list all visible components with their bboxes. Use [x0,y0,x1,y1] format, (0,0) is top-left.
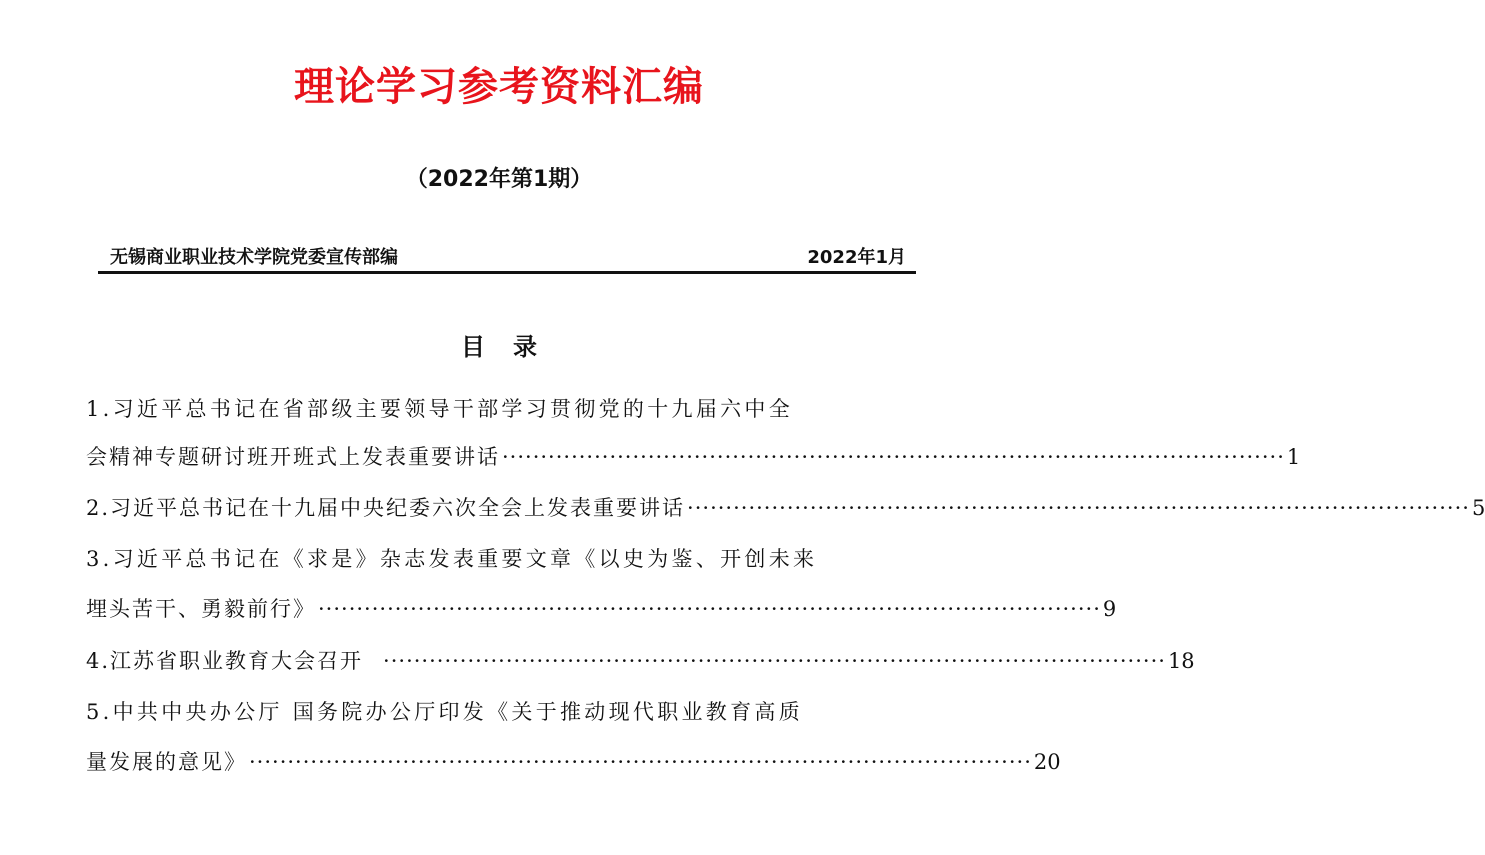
toc-item-title: 会精神专题研讨班开班式上发表重要讲话 [86,445,500,469]
toc-page-number: 18 [1167,649,1195,673]
issue-number: （2022年第1期） [405,167,593,192]
toc-leader: ······································································································ [249,750,1032,774]
toc-item-1-line1[interactable] [86,391,902,427]
toc-item-5-line1[interactable] [86,694,902,730]
toc-page-number: 9 [1102,597,1117,621]
publisher: 无锡商业职业技术学院党委宣传部编 [110,247,398,268]
toc-item-title: 2.习近平总书记在十九届中央纪委六次全会上发表重要讲话 [86,496,686,520]
toc-page-number: 1 [1286,445,1301,469]
toc-item-title: 1.习近平总书记在省部级主要领导干部学习贯彻党的十九届六中全 [86,397,794,421]
toc-heading-part1: 目 [461,333,485,361]
toc-item-title: 4.江苏省职业教育大会召开 [86,649,364,673]
toc-item-1-line2[interactable] [86,439,1301,475]
toc-leader: ······································································································ [687,496,1470,520]
toc-item-title: 埋头苦干、勇毅前行》 [86,597,316,621]
header-rule [98,271,916,274]
toc-leader: ······································································································ [383,649,1166,673]
toc-page-number: 5 [1471,496,1485,520]
toc-item-2[interactable] [86,490,1485,526]
toc-item-5-line2[interactable] [86,744,1061,780]
toc-item-title: 量发展的意见》 [86,750,247,774]
toc-item-title: 3.习近平总书记在《求是》杂志发表重要文章《以史为鉴、开创未来 [86,547,818,571]
toc-item-3-line2[interactable] [86,591,1117,627]
toc-item-title: 5.中共中央办公厅 国务院办公厅印发《关于推动现代职业教育高质 [86,700,804,724]
toc-item-4[interactable] [86,643,1195,679]
toc-heading-part2: 录 [513,333,537,361]
toc-item-3-line1[interactable] [86,541,902,577]
publication-date: 2022年1月 [807,247,906,268]
toc-heading [0,327,998,362]
document-title: 理论学习参考资料汇编 [294,64,704,110]
toc-leader: ······································································································ [502,445,1285,469]
toc-page-number: 20 [1033,750,1061,774]
toc-leader: ······································································································ [318,597,1101,621]
